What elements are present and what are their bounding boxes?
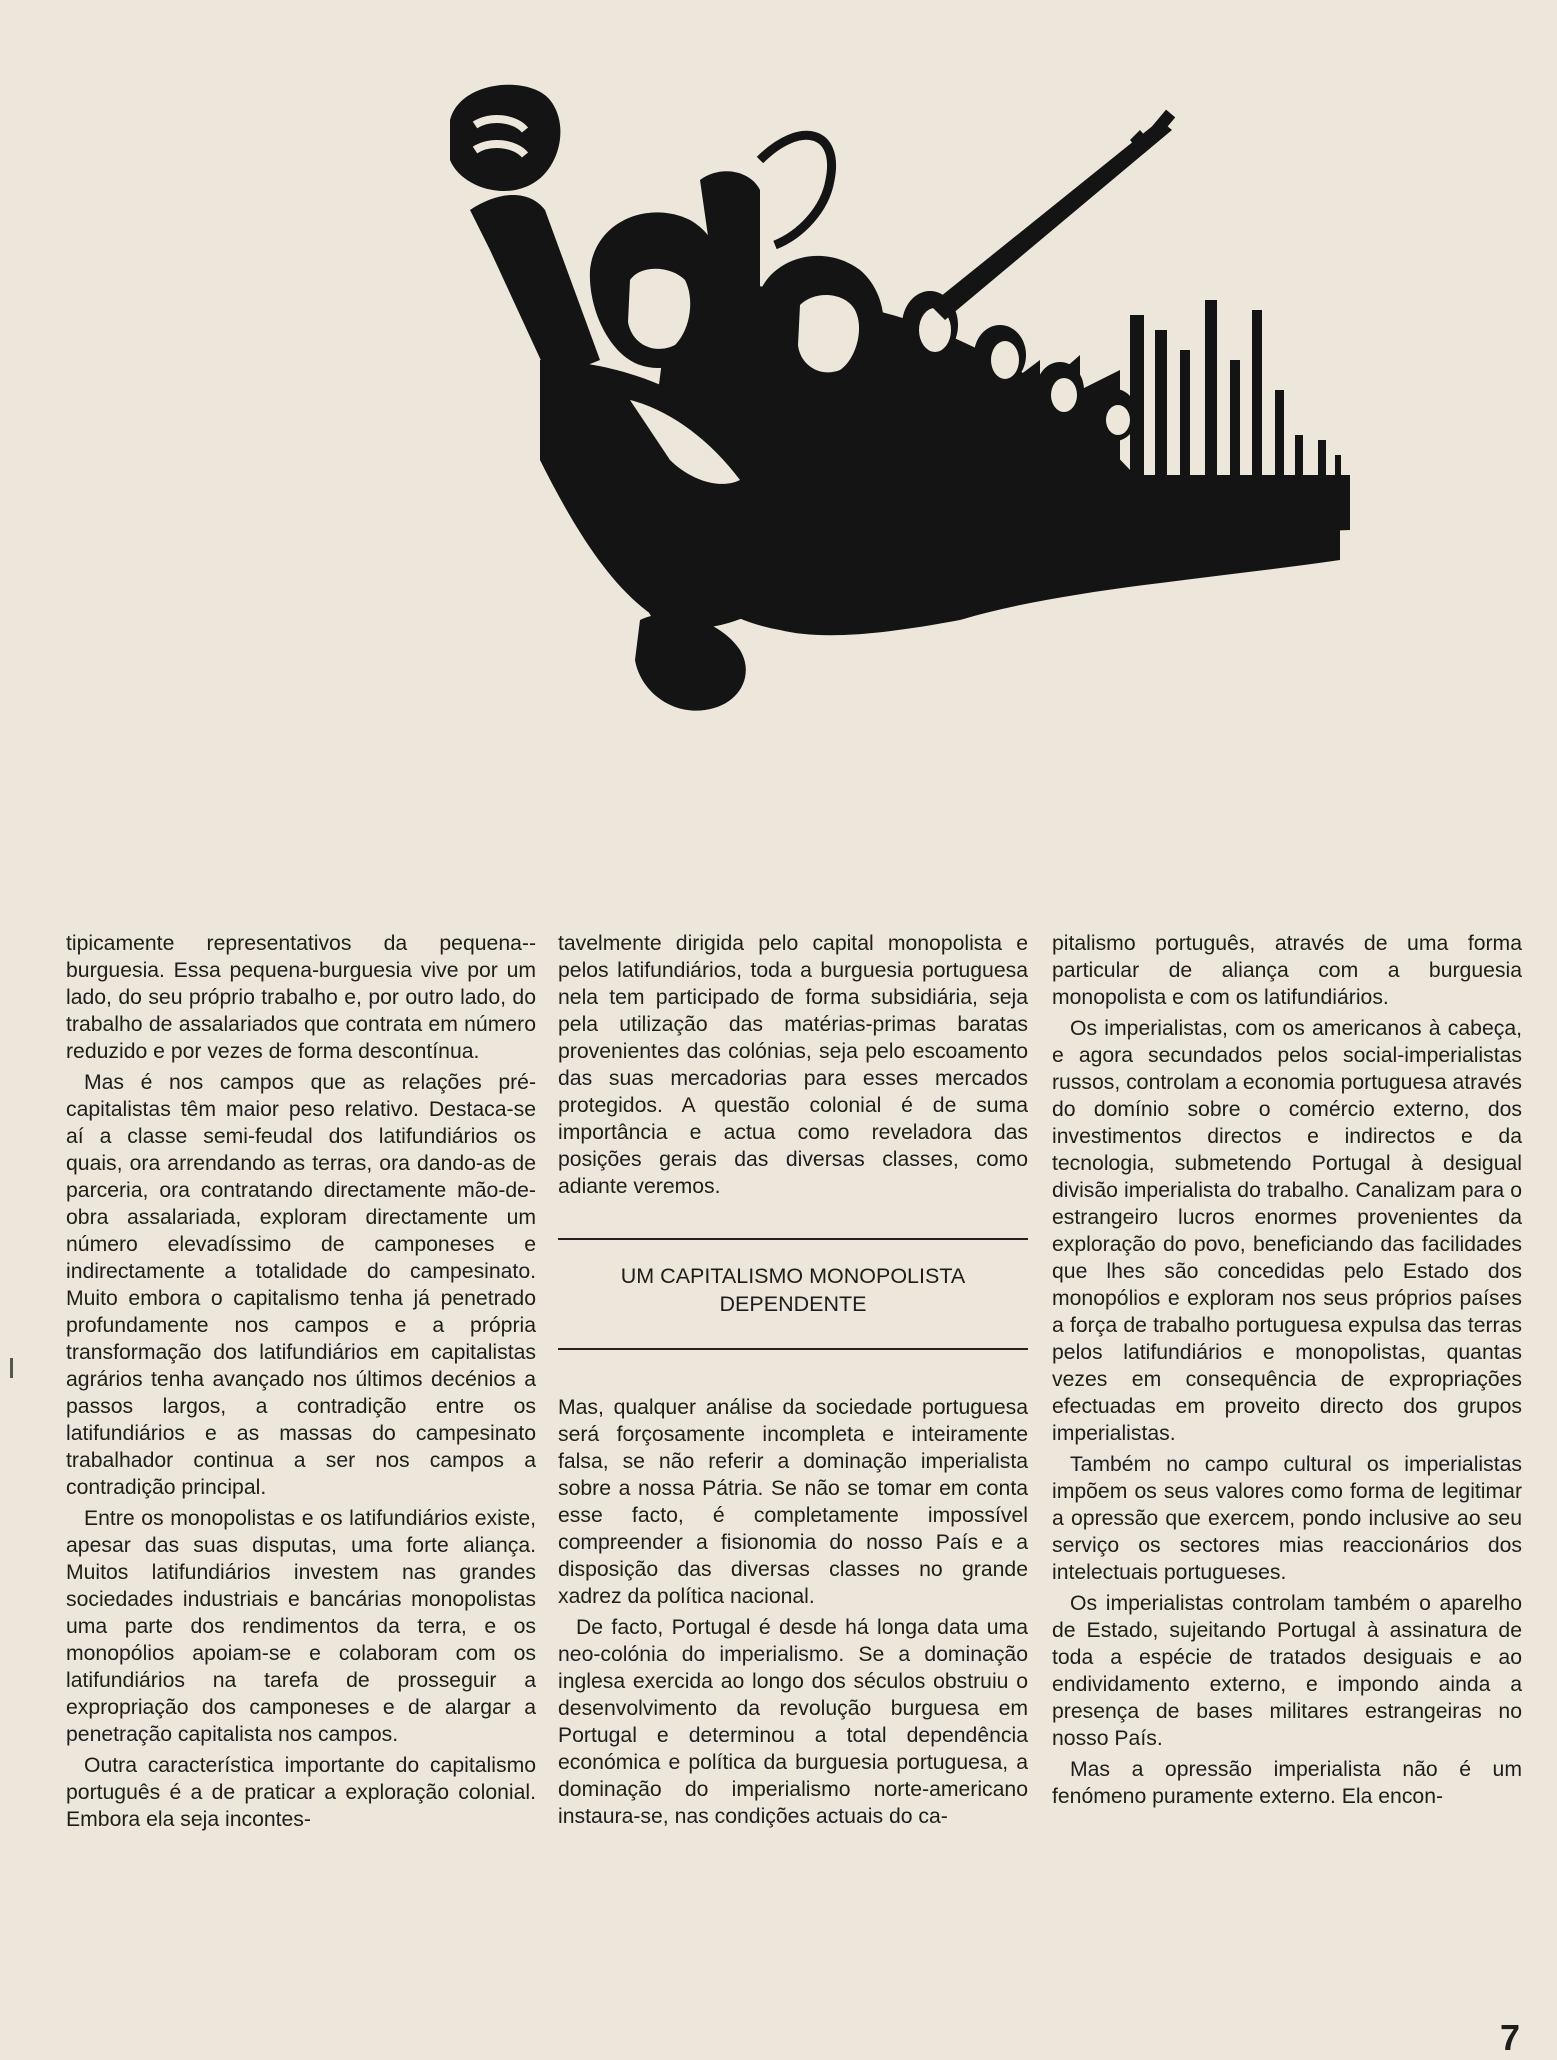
paragraph: Entre os monopolistas e os latifundiários existe, apesar das suas disputas, uma forte aliança. Muitos latifundiários investem nas grandes sociedades industriais e bancárias monopolistas uma parte dos rendimentos da terra, e os monopólios apoiam-se e colaboram com os latifundiários na tarefa de prosseguir a expropriação dos camponeses e de alargar a penetração capitalista nos campos.	[66, 1507, 536, 1746]
paragraph: Mas é nos campos que as relações pré-capitalistas têm maior peso relativo. Destaca-se aí a classe semi-feudal dos latifundiários os quais, ora arrendando as terras, ora dando-as de parceria, ora contratando directamente mão-de-obra assalariada, exploram directamente um número elevadíssimo de camponeses e indirectamente a totalidade do campesinato. Muito embora o capitalismo tenha já penetrado profundamente nos campos e a própria transformação dos latifundiários em capitalistas agrários tenha avançado nos últimos decénios a passos largos, a contradição entre os latifundiários e as massas do campesinato trabalhador continua a ser nos campos a contradição principal.	[66, 1071, 536, 1499]
paragraph: pitalismo português, através de uma forma particular de aliança com a burguesia monopolista e com os latifundiários.	[1052, 932, 1522, 1009]
text-column-2	[558, 930, 1028, 1830]
paragraph: Mas a opressão imperialista não é um fenómeno puramente externo. Ela encon-	[1052, 1758, 1522, 1808]
rifle-icon	[930, 110, 1175, 320]
paragraph: De facto, Portugal é desde há longa data uma neo-colónia do imperialismo. Se a dominação inglesa exercida ao longo dos séculos obstruiu o desenvolvimento da revolução burguesa em Portugal e determinou a total dependência económica e política da burguesia portuguesa, a dominação do imperialismo norte-americano instaura-se, nas condições actuais do ca-	[558, 1616, 1028, 1828]
text-column-3	[1052, 930, 1522, 1810]
paragraph: Também no campo cultural os imperialistas impõem os seus valores como forma de legitimar a opressão que exercem, pondo inclusive ao seu serviço os sectores mias reaccionários dos intelectuais portugueses.	[1052, 1453, 1522, 1584]
margin-mark	[10, 1358, 13, 1378]
paragraph: Outra característica importante do capitalismo português é a de praticar a exploração colonial. Embora ela seja incontes-	[66, 1754, 536, 1831]
section-heading: UM CAPITALISMO MONOPOLISTA DEPENDENTE	[558, 1238, 1028, 1350]
text-column-1	[66, 930, 536, 1833]
page-number: 7	[1500, 2017, 1521, 2058]
paragraph: Mas, qualquer análise da sociedade portuguesa será forçosamente incompleta e inteiramente falsa, se não referir a dominação imperialista sobre a nossa Pátria. Se não se tomar em conta esse facto, é completamente impossível compreender a fisionomia do nosso País e a disposição das diversas classes no grande xadrez da política nacional.	[558, 1396, 1028, 1608]
paragraph: Os imperialistas controlam também o aparelho de Estado, sujeitando Portugal à assinatura de toda a espécie de tratados desiguais e ao endividamento externo, e impondo ainda a presença de bases militares estrangeiras no nosso País.	[1052, 1592, 1522, 1750]
raised-fist-icon	[450, 85, 600, 380]
paragraph: tavelmente dirigida pelo capital monopolista e pelos latifundiários, toda a burguesia portuguesa nela tem participado de forma subsidiária, seja pela utilização das matérias-primas baratas provenientes das colónias, seja pelo escoamento das suas mercadorias para esses mercados protegidos. A questão colonial é de suma importância e actua como reveladora das posições gerais das diversas classes, como adiante veremos.	[558, 932, 1028, 1198]
paragraph: tipicamente representativos da pequena--burguesia. Essa pequena-burguesia vive por um lado, do seu próprio trabalho e, por outro lado, do trabalho de assalariados que contrata em número reduzido e por vezes de forma descontínua.	[66, 932, 536, 1063]
paragraph: Os imperialistas, com os americanos à cabeça, e agora secundados pelos social-imperialistas russos, controlam a economia portuguesa através do domínio sobre o comércio externo, dos investimentos directos e indirectos e da tecnologia, submetendo Portugal à desigual divisão imperialista do trabalho. Canalizam para o estrangeiro lucros enormes provenientes da exploração do povo, beneficiando das facilidades que lhes são concedidas pelo Estado dos monopólios e exploram nos seus próprios países a força de trabalho portuguesa expulsa das terras pelos latifundiários e monopolistas, quantas vezes em consequência de expropriações efectuadas em proveito directo dos grupos imperialistas.	[1052, 1017, 1522, 1445]
marching-workers-illustration	[200, 60, 1400, 720]
